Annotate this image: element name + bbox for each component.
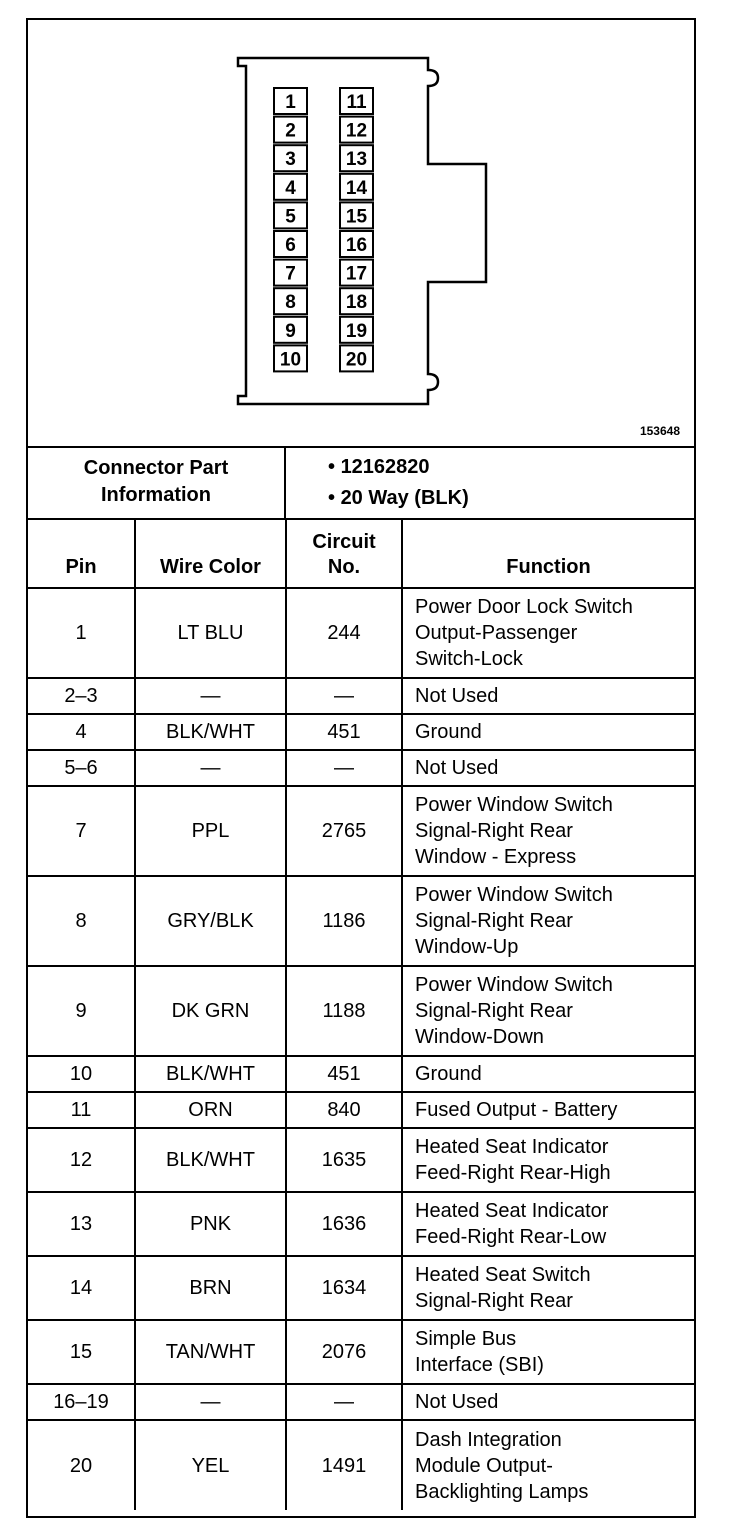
pin-number-label: 3 xyxy=(285,149,296,171)
pin-number-label: 2 xyxy=(285,120,296,142)
circuit-cell: 1634 xyxy=(286,1256,402,1320)
connector-diagram xyxy=(28,20,694,448)
function-cell xyxy=(402,678,694,714)
pin-cell: 7 xyxy=(28,786,135,876)
function-cell xyxy=(402,750,694,786)
pin-cell: 12 xyxy=(28,1128,135,1192)
header-circuit-no xyxy=(286,518,402,588)
table-row xyxy=(28,876,694,966)
pin-cell: 2–3 xyxy=(28,678,135,714)
pin-cell: 13 xyxy=(28,1192,135,1256)
circuit-cell: 1188 xyxy=(286,966,402,1056)
circuit-cell: 1636 xyxy=(286,1192,402,1256)
table-row xyxy=(28,750,694,786)
pin-number-label: 8 xyxy=(285,292,296,314)
wire-color-cell: ORN xyxy=(135,1092,286,1128)
function-line: Heated Seat Indicator xyxy=(415,1200,609,1222)
pin-cell: 9 xyxy=(28,966,135,1056)
header-circuit-line2: No. xyxy=(327,556,361,578)
wire-color-cell: BLK/WHT xyxy=(135,1056,286,1092)
function-line: Window-Up xyxy=(415,936,519,958)
table-row xyxy=(28,786,694,876)
function-line: Ground xyxy=(415,1063,482,1085)
connector-info-label xyxy=(28,446,286,518)
table-row xyxy=(28,1320,694,1384)
pin-number-label: 20 xyxy=(345,349,368,371)
wire-color-cell: GRY/BLK xyxy=(135,876,286,966)
circuit-cell: 451 xyxy=(286,714,402,750)
function-line: Backlighting Lamps xyxy=(415,1480,589,1503)
function-line: Output-Passenger xyxy=(415,622,578,644)
table-row xyxy=(28,1256,694,1320)
pin-cell: 4 xyxy=(28,714,135,750)
pin-number-label: 5 xyxy=(285,206,296,228)
pin-number-label: 7 xyxy=(285,263,296,285)
function-line: Heated Seat Indicator xyxy=(415,1136,609,1158)
circuit-cell: 1186 xyxy=(286,876,402,966)
function-cell xyxy=(402,714,694,750)
part-number: • 12162820 xyxy=(328,452,469,483)
table-row xyxy=(28,1420,694,1510)
wire-color-cell: — xyxy=(135,750,286,786)
circuit-cell: 2765 xyxy=(286,786,402,876)
pin-number-label: 16 xyxy=(345,235,368,256)
pin-number-label: 13 xyxy=(345,149,368,171)
info-label-line1: Connector Part xyxy=(83,457,229,479)
function-line: Power Window Switch xyxy=(415,884,613,906)
function-line: Power Door Lock Switch xyxy=(415,596,633,618)
function-line: Power Window Switch xyxy=(415,794,613,816)
circuit-cell: 1491 xyxy=(286,1420,402,1510)
function-line: Dash Integration xyxy=(415,1428,562,1451)
circuit-cell: 2076 xyxy=(286,1320,402,1384)
table-row xyxy=(28,1092,694,1128)
function-line: Signal-Right Rear xyxy=(415,1000,573,1022)
pin-number-label: 4 xyxy=(285,177,296,199)
function-cell xyxy=(402,1420,694,1510)
table-row xyxy=(28,1192,694,1256)
pin-cell: 1 xyxy=(28,588,135,678)
function-line: Switch-Lock xyxy=(415,648,523,670)
circuit-cell: — xyxy=(286,678,402,714)
wire-color-cell: PNK xyxy=(135,1192,286,1256)
function-cell xyxy=(402,876,694,966)
pin-number-label: 6 xyxy=(285,235,296,256)
table-row xyxy=(28,966,694,1056)
circuit-cell: 244 xyxy=(286,588,402,678)
pin-cell: 11 xyxy=(28,1092,135,1128)
connector-face-drawing xyxy=(28,20,694,446)
function-cell xyxy=(402,1256,694,1320)
wire-color-cell: YEL xyxy=(135,1420,286,1510)
pin-cell: 10 xyxy=(28,1056,135,1092)
function-line: Power Window Switch xyxy=(415,974,613,996)
pin-cell: 20 xyxy=(28,1420,135,1510)
pin-cell: 5–6 xyxy=(28,750,135,786)
connector-description: • 20 Way (BLK) xyxy=(328,483,469,514)
function-cell xyxy=(402,1192,694,1256)
table-row xyxy=(28,588,694,678)
pin-cell: 16–19 xyxy=(28,1384,135,1420)
function-line: Window - Express xyxy=(415,846,577,868)
pin-number-label: 10 xyxy=(279,349,302,371)
wire-color-cell: TAN/WHT xyxy=(135,1320,286,1384)
function-line: Not Used xyxy=(415,685,499,707)
connector-sheet xyxy=(26,18,696,1518)
function-line: Module Output- xyxy=(415,1454,553,1477)
table-row xyxy=(28,1128,694,1192)
pin-cell: 14 xyxy=(28,1256,135,1320)
wire-color-cell: LT BLU xyxy=(135,588,286,678)
connector-info-values xyxy=(328,452,469,514)
function-cell xyxy=(402,1320,694,1384)
wire-color-cell: — xyxy=(135,1384,286,1420)
pin-number-label: 17 xyxy=(345,263,368,285)
wire-color-cell: BRN xyxy=(135,1256,286,1320)
circuit-cell: 1635 xyxy=(286,1128,402,1192)
function-line: Interface (SBI) xyxy=(415,1354,544,1376)
circuit-cell: 451 xyxy=(286,1056,402,1092)
function-cell xyxy=(402,1128,694,1192)
function-line: Ground xyxy=(415,721,482,743)
pin-number-label: 9 xyxy=(285,320,296,342)
function-line: Fused Output - Battery xyxy=(415,1099,618,1121)
wire-color-cell: DK GRN xyxy=(135,966,286,1056)
pin-cell: 8 xyxy=(28,876,135,966)
function-line: Heated Seat Switch xyxy=(415,1264,591,1286)
function-line: Signal-Right Rear xyxy=(415,910,573,932)
pinout-table xyxy=(28,518,694,1510)
function-line: Signal-Right Rear xyxy=(415,820,573,842)
connector-part-info xyxy=(28,446,694,520)
figure-id: 153648 xyxy=(639,424,680,438)
function-cell xyxy=(402,1384,694,1420)
pin-number-label: 19 xyxy=(345,320,368,342)
circuit-cell: — xyxy=(286,1384,402,1420)
header-pin: Pin xyxy=(28,518,135,588)
function-line: Feed-Right Rear-High xyxy=(415,1162,611,1184)
table-header-row xyxy=(28,518,694,588)
function-line: Simple Bus xyxy=(415,1328,517,1350)
pin-number-label: 1 xyxy=(285,92,296,113)
wire-color-cell: BLK/WHT xyxy=(135,1128,286,1192)
pin-number-label: 14 xyxy=(345,177,368,199)
function-line: Signal-Right Rear xyxy=(415,1290,573,1312)
pin-number-label: 15 xyxy=(345,206,368,228)
table-row xyxy=(28,1384,694,1420)
header-function: Function xyxy=(402,518,694,588)
header-circuit-line1: Circuit xyxy=(312,531,376,553)
table-row xyxy=(28,714,694,750)
function-cell xyxy=(402,1092,694,1128)
function-line: Window-Down xyxy=(415,1026,544,1048)
function-line: Feed-Right Rear-Low xyxy=(415,1226,607,1248)
pin-number-label: 11 xyxy=(346,92,367,113)
pin-number-label: 18 xyxy=(345,292,368,314)
wire-color-cell: — xyxy=(135,678,286,714)
function-cell xyxy=(402,966,694,1056)
table-row xyxy=(28,678,694,714)
pin-cell: 15 xyxy=(28,1320,135,1384)
header-wire-color: Wire Color xyxy=(135,518,286,588)
pin-number-label: 12 xyxy=(345,120,368,142)
table-row xyxy=(28,1056,694,1092)
circuit-cell: — xyxy=(286,750,402,786)
function-line: Not Used xyxy=(415,1391,499,1413)
function-cell xyxy=(402,588,694,678)
circuit-cell: 840 xyxy=(286,1092,402,1128)
wire-color-cell: PPL xyxy=(135,786,286,876)
info-label-line2: Information xyxy=(101,484,211,506)
wire-color-cell: BLK/WHT xyxy=(135,714,286,750)
function-line: Not Used xyxy=(415,757,499,779)
function-cell xyxy=(402,786,694,876)
function-cell xyxy=(402,1056,694,1092)
